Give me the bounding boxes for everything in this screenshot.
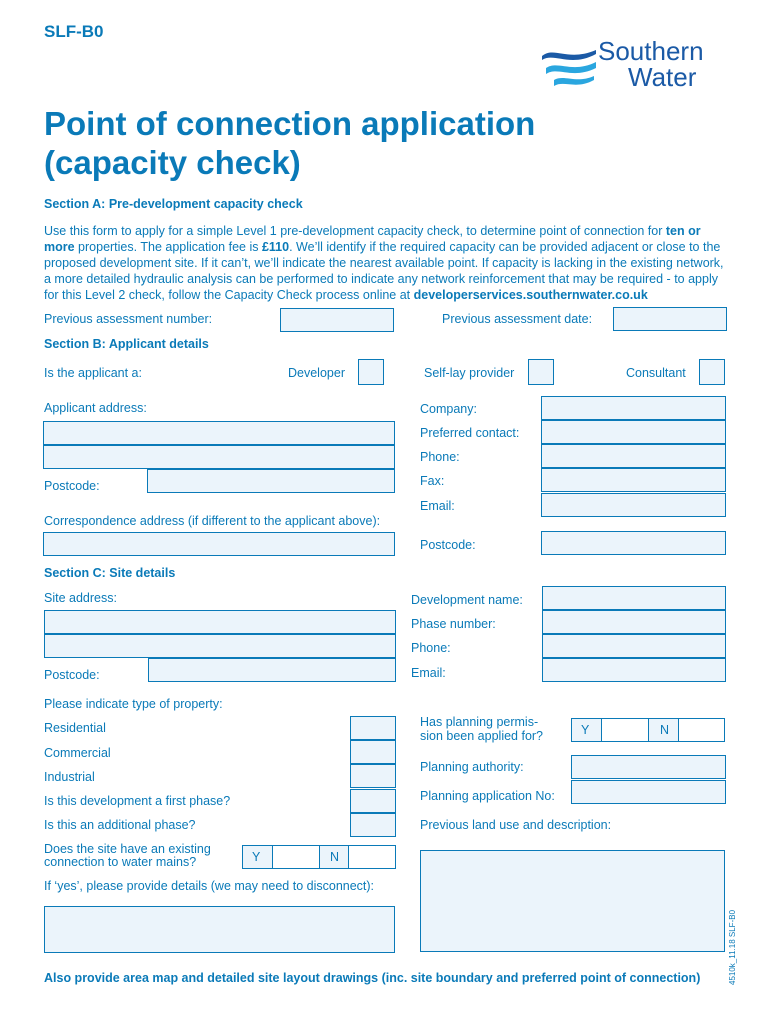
prev-assessment-number-label: Previous assessment number: xyxy=(44,312,213,326)
development-name-field[interactable] xyxy=(542,586,726,610)
existing-connection-no-field[interactable] xyxy=(348,845,396,869)
site-address-line-2[interactable] xyxy=(44,634,396,658)
section-a-heading: Section A: Pre-development capacity check xyxy=(44,197,303,211)
planning-no-label: N xyxy=(660,723,670,737)
applicant-address-line-1[interactable] xyxy=(43,421,395,445)
site-address-label: Site address: xyxy=(44,591,117,605)
fax-label: Fax: xyxy=(420,474,445,488)
residential-field[interactable] xyxy=(350,716,396,740)
correspondence-address-label: Correspondence address (if different to the applicant above): xyxy=(44,514,381,528)
applicant-phone-label: Phone: xyxy=(420,450,460,464)
existing-connection-yes-label: Y xyxy=(252,850,261,864)
site-postcode-label: Postcode: xyxy=(44,668,100,682)
logo-line-1: Southern xyxy=(598,36,704,66)
existing-connection-yes-field[interactable] xyxy=(272,845,320,869)
commercial-field[interactable] xyxy=(350,740,396,764)
company-field[interactable] xyxy=(541,396,726,420)
applicant-email-field[interactable] xyxy=(541,493,726,517)
additional-phase-field[interactable] xyxy=(350,813,396,837)
preferred-contact-field[interactable] xyxy=(541,420,726,444)
fax-field[interactable] xyxy=(541,468,726,492)
if-yes-details-label: If ‘yes’, please provide details (we may need to disconnect): xyxy=(44,879,375,893)
preferred-contact-label: Preferred contact: xyxy=(420,426,520,440)
company-label: Company: xyxy=(420,402,477,416)
developer-checkbox[interactable] xyxy=(358,359,384,385)
applicant-postcode-field[interactable] xyxy=(147,469,395,493)
applicant-address-label: Applicant address: xyxy=(44,401,147,415)
consultant-checkbox[interactable] xyxy=(699,359,725,385)
previous-land-use-field[interactable] xyxy=(420,850,725,952)
site-email-field[interactable] xyxy=(542,658,726,682)
previous-land-use-label: Previous land use and description: xyxy=(420,818,612,832)
developer-label: Developer xyxy=(288,366,345,380)
applicant-address-line-2[interactable] xyxy=(43,445,395,469)
prev-assessment-number-field[interactable] xyxy=(280,308,394,332)
existing-connection-question: Does the site have an existing connection to water mains? xyxy=(44,842,211,869)
disconnect-details-field[interactable] xyxy=(44,906,395,953)
planning-application-no-field[interactable] xyxy=(571,780,726,804)
industrial-label: Industrial xyxy=(44,770,95,784)
southern-water-logo xyxy=(540,38,740,98)
section-c-heading: Section C: Site details xyxy=(44,566,176,580)
section-b-heading: Section B: Applicant details xyxy=(44,337,209,351)
title-line-1: Point of connection application xyxy=(44,105,536,142)
correspondence-postcode-field[interactable] xyxy=(541,531,726,555)
planning-yes-field[interactable] xyxy=(601,718,649,742)
phase-number-field[interactable] xyxy=(542,610,726,634)
planning-yes-label: Y xyxy=(581,723,590,737)
logo-line-2: Water xyxy=(628,62,697,92)
industrial-field[interactable] xyxy=(350,764,396,788)
applicant-postcode-label: Postcode: xyxy=(44,479,100,493)
side-document-code: 4510k_11.18 SLF-B0 xyxy=(728,909,737,985)
wave-icon xyxy=(540,42,600,92)
site-phone-label: Phone: xyxy=(411,641,451,655)
footer-note: Also provide area map and detailed site layout drawings (inc. site boundary and preferred point of connection) xyxy=(44,971,701,985)
developer-services-link[interactable]: developerservices.southernwater.co.uk xyxy=(413,288,648,302)
property-type-label: Please indicate type of property: xyxy=(44,697,223,711)
planning-permission-question: Has planning permis- sion been applied for? xyxy=(420,715,544,743)
site-email-label: Email: xyxy=(411,666,446,680)
intro-paragraph: Use this form to apply for a simple Level 1 pre-development capacity check, to determine point of connection for ten or more properties. The application fee is £110. We’ll identify if the required capacity can be provided adjacent or close to the proposed development site. If it can’t, we’ll indicate the nearest available point. If capacity is lacking in the existing network, a more detailed hydraulic analysis can be performed to indicate any network reinforcement that may be required - to apply for this Level 2 check, follow the Capacity Check process online at developerservices.southernwater.co.uk xyxy=(44,224,724,302)
commercial-label: Commercial xyxy=(44,746,111,760)
planning-authority-field[interactable] xyxy=(571,755,726,779)
planning-no-field[interactable] xyxy=(678,718,725,742)
title-line-2: (capacity check) xyxy=(44,144,301,181)
applicant-type-question: Is the applicant a: xyxy=(44,366,142,380)
selflay-label: Self-lay provider xyxy=(424,366,515,380)
site-address-line-1[interactable] xyxy=(44,610,396,634)
prev-assessment-date-field[interactable] xyxy=(613,307,727,331)
site-phone-field[interactable] xyxy=(542,634,726,658)
development-name-label: Development name: xyxy=(411,593,523,607)
site-postcode-field[interactable] xyxy=(148,658,396,682)
planning-application-no-label: Planning application No: xyxy=(420,789,555,803)
first-phase-label: Is this development a first phase? xyxy=(44,794,231,808)
phase-number-label: Phase number: xyxy=(411,617,496,631)
first-phase-field[interactable] xyxy=(350,789,396,813)
correspondence-postcode-label: Postcode: xyxy=(420,538,476,552)
existing-connection-no-label: N xyxy=(330,850,340,864)
applicant-email-label: Email: xyxy=(420,499,455,513)
applicant-phone-field[interactable] xyxy=(541,444,726,468)
page-title xyxy=(44,104,535,182)
additional-phase-label: Is this an additional phase? xyxy=(44,818,196,832)
residential-label: Residential xyxy=(44,721,106,735)
planning-authority-label: Planning authority: xyxy=(420,760,524,774)
selflay-checkbox[interactable] xyxy=(528,359,554,385)
form-code: SLF-B0 xyxy=(44,22,104,41)
prev-assessment-date-label: Previous assessment date: xyxy=(442,312,593,326)
consultant-label: Consultant xyxy=(626,366,686,380)
correspondence-address-field[interactable] xyxy=(43,532,395,556)
